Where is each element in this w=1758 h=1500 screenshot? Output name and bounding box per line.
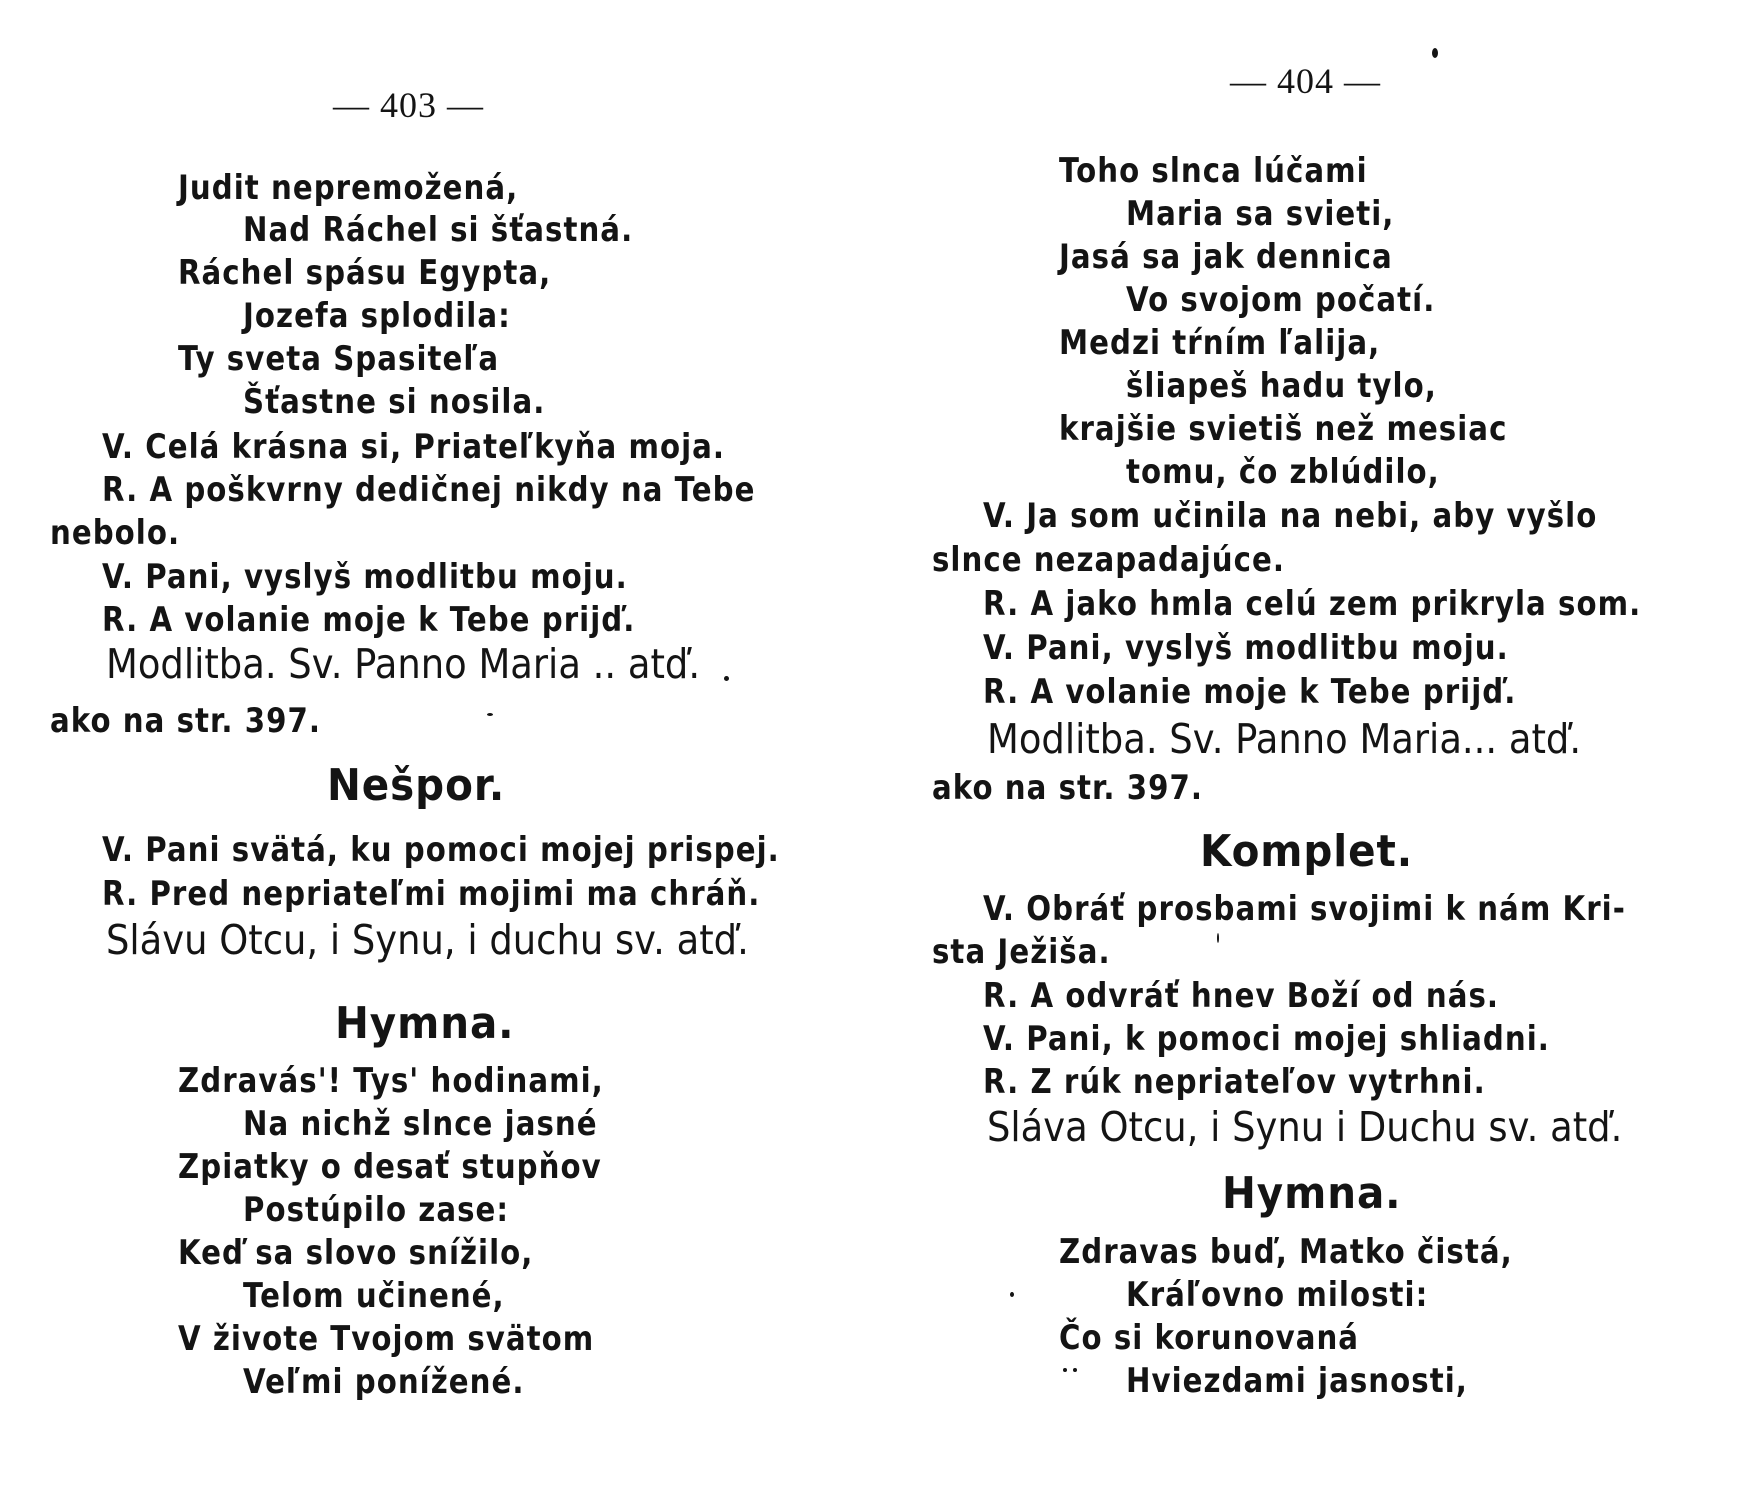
page-number: — 404 — [1230,61,1381,101]
page-number: — 403 — [333,85,484,125]
versicle-line: V. Pani, vyslyš modlitbu moju. [102,557,628,597]
versicle-line: V. Ja som učinila na nebi, aby vyšlo [983,496,1598,536]
hymn-line: krajšie svietiš než mesiac [1059,409,1508,449]
hymn-line: tomu, čo zblúdilo, [1126,452,1440,492]
hymn-line: Keď sa slovo snížilo, [178,1233,534,1273]
doxology-line: Slávu Otcu, i Synu, i duchu sv. atď. [106,916,749,964]
versicle-line: sta Ježiša. [932,932,1111,972]
versicle-line: V. Pani, k pomoci mojej shliadni. [983,1019,1550,1059]
hymn-line: Zdravás'! Tys' hodinami, [178,1061,604,1101]
hymn-line: Telom učinené, [243,1276,505,1316]
hymn-line: šliapeš hadu tylo, [1126,366,1437,406]
response-line: R. Z rúk nepriateľov vytrhni. [983,1062,1486,1102]
hymn-line: Jozefa splodila: [243,296,511,336]
response-line: R. A poškvrny dedičnej nikdy na Tebe [102,470,756,510]
response-line: R. A volanie moje k Tebe prijď. [983,672,1517,712]
versicle-line: V. Pani, vyslyš modlitbu moju. [983,628,1509,668]
print-speck [487,713,493,716]
print-speck [1063,1368,1067,1372]
versicle-line: V. Pani svätá, ku pomoci mojej prispej. [102,830,780,870]
hymn-line: Ty sveta Spasiteľa [178,339,500,379]
response-line: R. A odvráť hnev Boží od nás. [983,976,1500,1016]
versicle-line: V. Celá krásna si, Priateľkyňa moja. [102,427,726,467]
hymn-line: Kráľovno milosti: [1126,1275,1429,1315]
hymn-line: Ráchel spásu Egypta, [178,253,552,293]
hymn-line: Medzi tŕním ľalija, [1059,323,1381,363]
hymn-line: Na nichž slnce jasné [243,1104,598,1144]
hymn-line: Šťastne si nosila. [243,382,546,422]
response-line: R. A jako hmla celú zem prikryla som. [983,584,1642,624]
reference-line: ako na str. 397. [932,768,1203,808]
versicle-line: slnce nezapadajúce. [932,540,1286,580]
hymn-line: Nad Ráchel si šťastná. [243,210,634,250]
hymn-line: Hviezdami jasnosti, [1126,1361,1468,1401]
hymn-line: Vo svojom počatí. [1126,280,1436,320]
doxology-line: Sláva Otcu, i Synu i Duchu sv. atď. [987,1103,1623,1151]
response-line: nebolo. [50,513,181,553]
section-heading-hymna: Hymna. [335,998,515,1049]
print-speck [1432,48,1438,58]
hymn-line: Zdravas buď, Matko čistá, [1059,1232,1513,1272]
versicle-line: V. Obráť prosbami svojimi k nám Kri- [983,889,1626,929]
prayer-heading: Modlitba. Sv. Panno Maria .. atď. [106,640,701,688]
response-line: R. A volanie moje k Tebe prijď. [102,600,636,640]
hymn-line: Toho slnca lúčami [1059,151,1368,191]
reference-line: ako na str. 397. [50,701,321,741]
response-line: R. Pred nepriateľmi mojimi ma chráň. [102,874,761,914]
section-heading-hymna: Hymna. [1222,1168,1402,1219]
print-speck [724,676,729,681]
section-heading-komplet: Komplet. [1200,826,1414,877]
hymn-line: Čo si korunovaná [1059,1318,1360,1358]
hymn-line: Maria sa svieti, [1126,194,1395,234]
section-heading-nespor: Nešpor. [327,760,506,811]
print-speck [1010,1292,1014,1297]
prayer-heading: Modlitba. Sv. Panno Maria... atď. [987,715,1582,763]
hymn-line: Jasá sa jak dennica [1059,237,1393,277]
right-page [880,0,1758,1500]
print-speck [1073,1368,1077,1372]
hymn-line: Postúpilo zase: [243,1190,510,1230]
hymn-line: V živote Tvojom svätom [178,1319,595,1359]
hymn-line: Veľmi ponížené. [243,1362,525,1402]
hymn-line: Judit nepremožená, [178,168,519,208]
print-speck [1217,933,1219,943]
hymn-line: Zpiatky o desať stupňov [178,1147,602,1187]
